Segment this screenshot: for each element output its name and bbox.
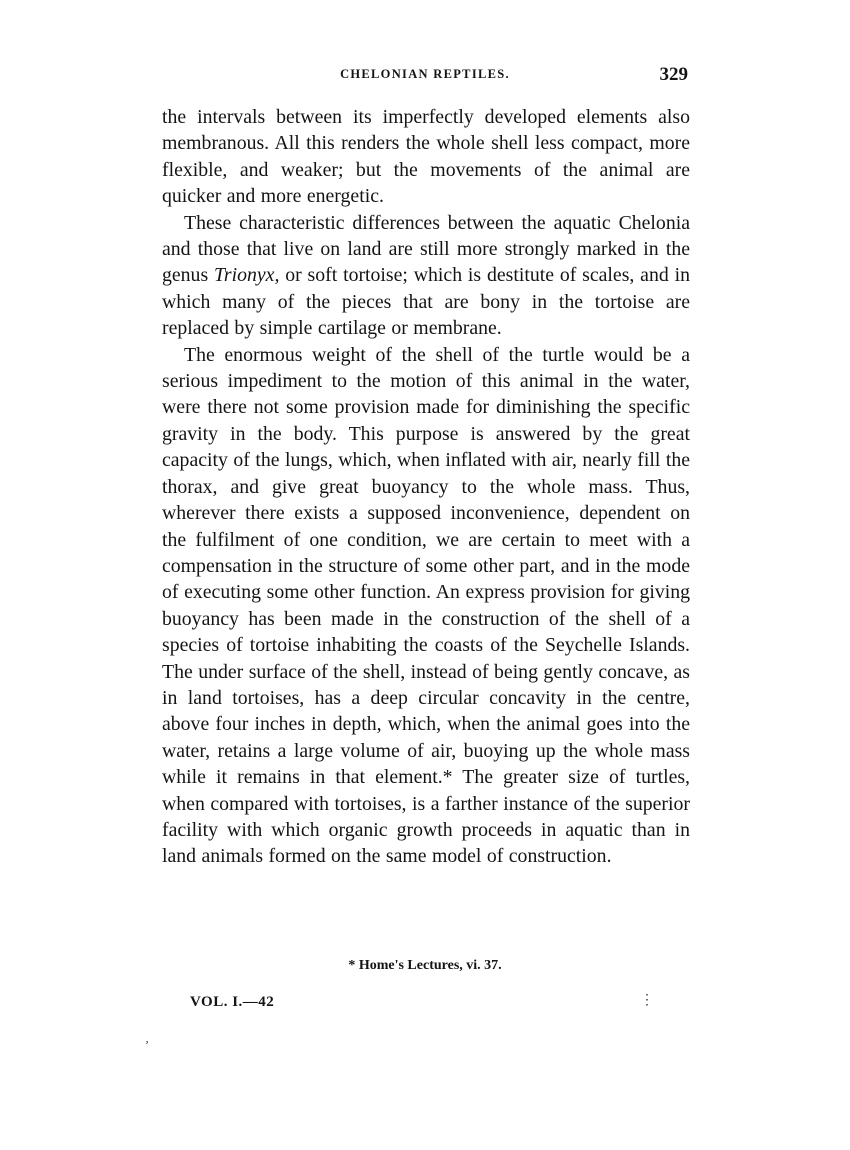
body-text	[162, 104, 690, 870]
margin-mark: ⋮	[640, 993, 654, 1008]
paragraph-trionyx-before: These characteristic differences between the aquatic Chelonia and those that live on land are still more strongly marked in the genus	[162, 211, 690, 287]
genus-name: Trionyx,	[214, 264, 280, 287]
paragraph-continuation: the intervals between its imperfectly developed elements also membranous. All this renders the whole shell less compact, more flexible, and weaker; but the movements of the animal are quicker and more energetic.	[162, 106, 690, 208]
running-title: CHELONIAN REPTILES.	[340, 67, 510, 81]
page-number: 329	[659, 64, 688, 85]
paragraph-trionyx	[162, 210, 690, 342]
signature-mark: VOL. I.—42	[190, 994, 275, 1010]
paragraph-buoyancy: The enormous weight of the shell of the turtle would be a serious impediment to the motion of this animal in the water, were there not some provision made for diminishing the specific gravity in the body. This purpose is answered by the great capacity of the lungs, which, when inflated with air, nearly fill the thorax, and give great buoyancy to the whole mass. Thus, wherever there exists a supposed inconvenience, dependent on the fulfilment of one condition, we are certain to meet with a compensation in the structure of some other part, and in the mode of executing some other function. An express provision for giving buoyancy has been made in the construction of the shell of a species of tortoise inhabiting the coasts of the Seychelle Islands. The under surface of the shell, instead of being gently concave, as in land tortoises, has a deep circular concavity in the centre, above four inches in depth, which, when the animal goes into the water, retains a large volume of air, buoying up the whole mass while it remains in that element.* The greater size of turtles, when compared with tortoises, is a farther instance of the superior facility with which organic growth proceeds in aquatic than in land animals formed on the same model of construction.	[162, 343, 690, 868]
stray-mark: ʼ	[145, 1038, 149, 1052]
paragraph-trionyx-after: or soft tortoise; which is destitute of scales, and in which many of the pieces that are bony in the tortoise are replaced by simple cartilage or membrane.	[162, 264, 690, 340]
footnote: * Home's Lectures, vi. 37.	[348, 958, 502, 973]
running-head	[160, 64, 690, 88]
